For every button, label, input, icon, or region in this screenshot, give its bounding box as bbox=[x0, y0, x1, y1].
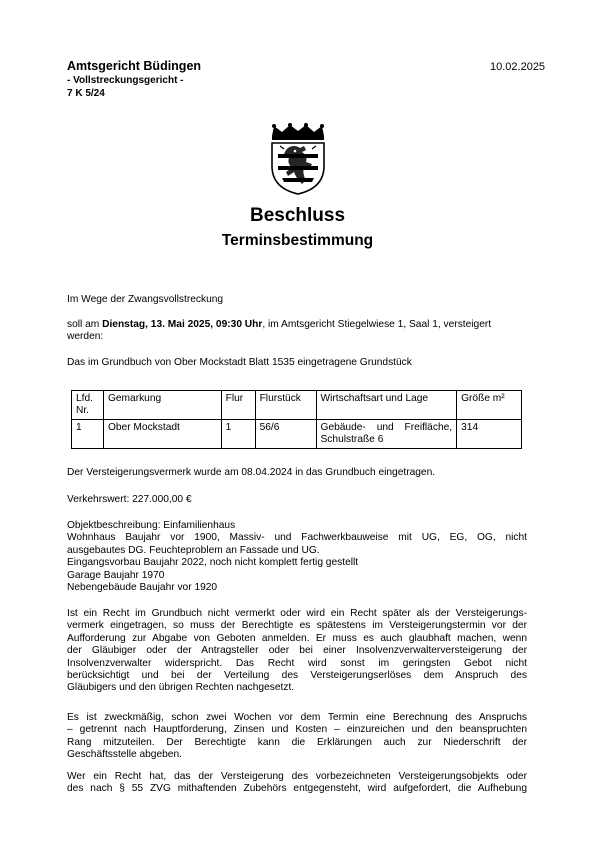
paragraph-line: vermerk eingetragen, so muss der Berechtigte es spätestens im Versteigerungstermin vor der bbox=[67, 620, 527, 632]
table-header-cell: Lfd. Nr. bbox=[72, 391, 104, 420]
paragraph-line: des nach § 55 ZVG mithaftenden Zubehörs entgegensteht, wird aufgefordert, die Aufhebung bbox=[67, 783, 527, 795]
table-cell-flur: 1 bbox=[221, 420, 255, 449]
auction-paragraph bbox=[67, 319, 527, 344]
object-line: Nebengebäude Baujahr vor 1920 bbox=[67, 582, 218, 594]
paragraph-line: Rang mitzuteilen. Der Berechtigte kann die Erklärungen auch zur Niederschrift der bbox=[67, 736, 527, 748]
table-cell-groesse: 314 bbox=[457, 420, 522, 449]
wirtschaftsart-line2: Schulstraße 6 bbox=[320, 434, 384, 445]
paragraph-line: Ist ein Recht im Grundbuch nicht vermerkt oder wird ein Recht später als der Versteigerungs- bbox=[67, 608, 527, 619]
table-header-cell: Wirtschaftsart und Lage bbox=[316, 391, 457, 420]
table-cell-wirtschaftsart bbox=[316, 420, 457, 449]
table-header-row bbox=[72, 391, 522, 420]
table-header-cell: Flurstück bbox=[255, 391, 316, 420]
table-row bbox=[72, 420, 522, 449]
intro-text: Im Wege der Zwangsvollstreckung bbox=[67, 294, 224, 305]
paragraph-line: Es ist zweckmäßig, schon zwei Wochen vor dem Termin eine Berechnung des Anspruchs bbox=[67, 712, 527, 723]
objection-paragraph bbox=[67, 771, 527, 796]
object-line: ausgebautes DG. Feuchteproblem an Fassade und UG. bbox=[67, 544, 320, 556]
paragraph-line: der Gläubiger oder der Antragsteller oder bei einer Insolvenzverwalterversteigerung der bbox=[67, 645, 527, 657]
table-header-cell: Größe m² bbox=[457, 391, 522, 420]
purpose-paragraph bbox=[67, 712, 527, 762]
table-cell-gemarkung: Ober Mockstadt bbox=[103, 420, 221, 449]
table-header-cell: Gemarkung bbox=[103, 391, 221, 420]
file-number: 7 K 5/24 bbox=[67, 88, 105, 99]
paragraph-line: Gläubigers und den übrigen Rechten nachgesetzt. bbox=[67, 682, 295, 694]
court-department: - Vollstreckungsgericht - bbox=[67, 75, 184, 86]
paragraph-line: Aufforderung zur Abgabe von Geboten anmelden. Er muss es auch glaubhaft machen, wenn bbox=[67, 632, 527, 644]
document-title: Beschluss bbox=[249, 205, 346, 226]
document-subtitle: Terminsbestimmung bbox=[221, 232, 374, 249]
paragraph-line: Geschäftsstelle abgeben. bbox=[67, 749, 182, 761]
land-register-text: Das im Grundbuch von Ober Mockstadt Blatt 1535 eingetragene Grundstück bbox=[67, 357, 412, 368]
table-cell-flurstueck: 56/6 bbox=[255, 420, 316, 449]
coat-of-arms-icon bbox=[268, 122, 328, 196]
vermerk-text: Der Versteigerungsvermerk wurde am 08.04.2024 in das Grundbuch eingetragen. bbox=[67, 467, 436, 478]
document-date: 10.02.2025 bbox=[490, 61, 546, 73]
wirtschaftsart-line1: Gebäude- und Freifläche, bbox=[320, 422, 453, 433]
object-line: Eingangsvorbau Baujahr 2022, noch nicht komplett fertig gestellt bbox=[67, 557, 359, 569]
table-cell-lfd: 1 bbox=[72, 420, 104, 449]
auction-date-time: Dienstag, 13. Mai 2025, 09:30 Uhr bbox=[102, 319, 263, 330]
auction-line2: werden: bbox=[67, 331, 104, 343]
paragraph-line: Wer ein Recht hat, das der Versteigerung des vorbezeichneten Versteigerungsobjekts oder bbox=[67, 771, 527, 782]
property-table bbox=[71, 390, 522, 449]
court-name: Amtsgericht Büdingen bbox=[67, 59, 202, 73]
table-header-cell: Flur bbox=[221, 391, 255, 420]
verkehrswert-text: Verkehrswert: 227.000,00 € bbox=[67, 494, 192, 505]
auction-prefix: soll am bbox=[67, 319, 103, 330]
object-line: Garage Baujahr 1970 bbox=[67, 569, 165, 581]
paragraph-line: Insolvenzverwalter widerspricht. Das Recht wird sonst im geringsten Gebot nicht bbox=[67, 657, 527, 669]
paragraph-line: berücksichtigt und bei der Verteilung des Versteigerungserlöses dem Anspruch des bbox=[67, 670, 527, 682]
object-description bbox=[67, 520, 527, 594]
paragraph-line: – getrennt nach Hauptforderung, Zinsen und Kosten – einzureichen und den beanspruchten bbox=[67, 724, 527, 736]
object-line: Wohnhaus Baujahr vor 1900, Massiv- und Fachwerkbauweise mit UG, EG, OG, nicht bbox=[67, 532, 527, 544]
object-heading: Objektbeschreibung: Einfamilienhaus bbox=[67, 520, 236, 531]
auction-location: , im Amtsgericht Stiegelwiese 1, Saal 1, versteigert bbox=[262, 319, 492, 330]
rights-paragraph bbox=[67, 608, 527, 695]
